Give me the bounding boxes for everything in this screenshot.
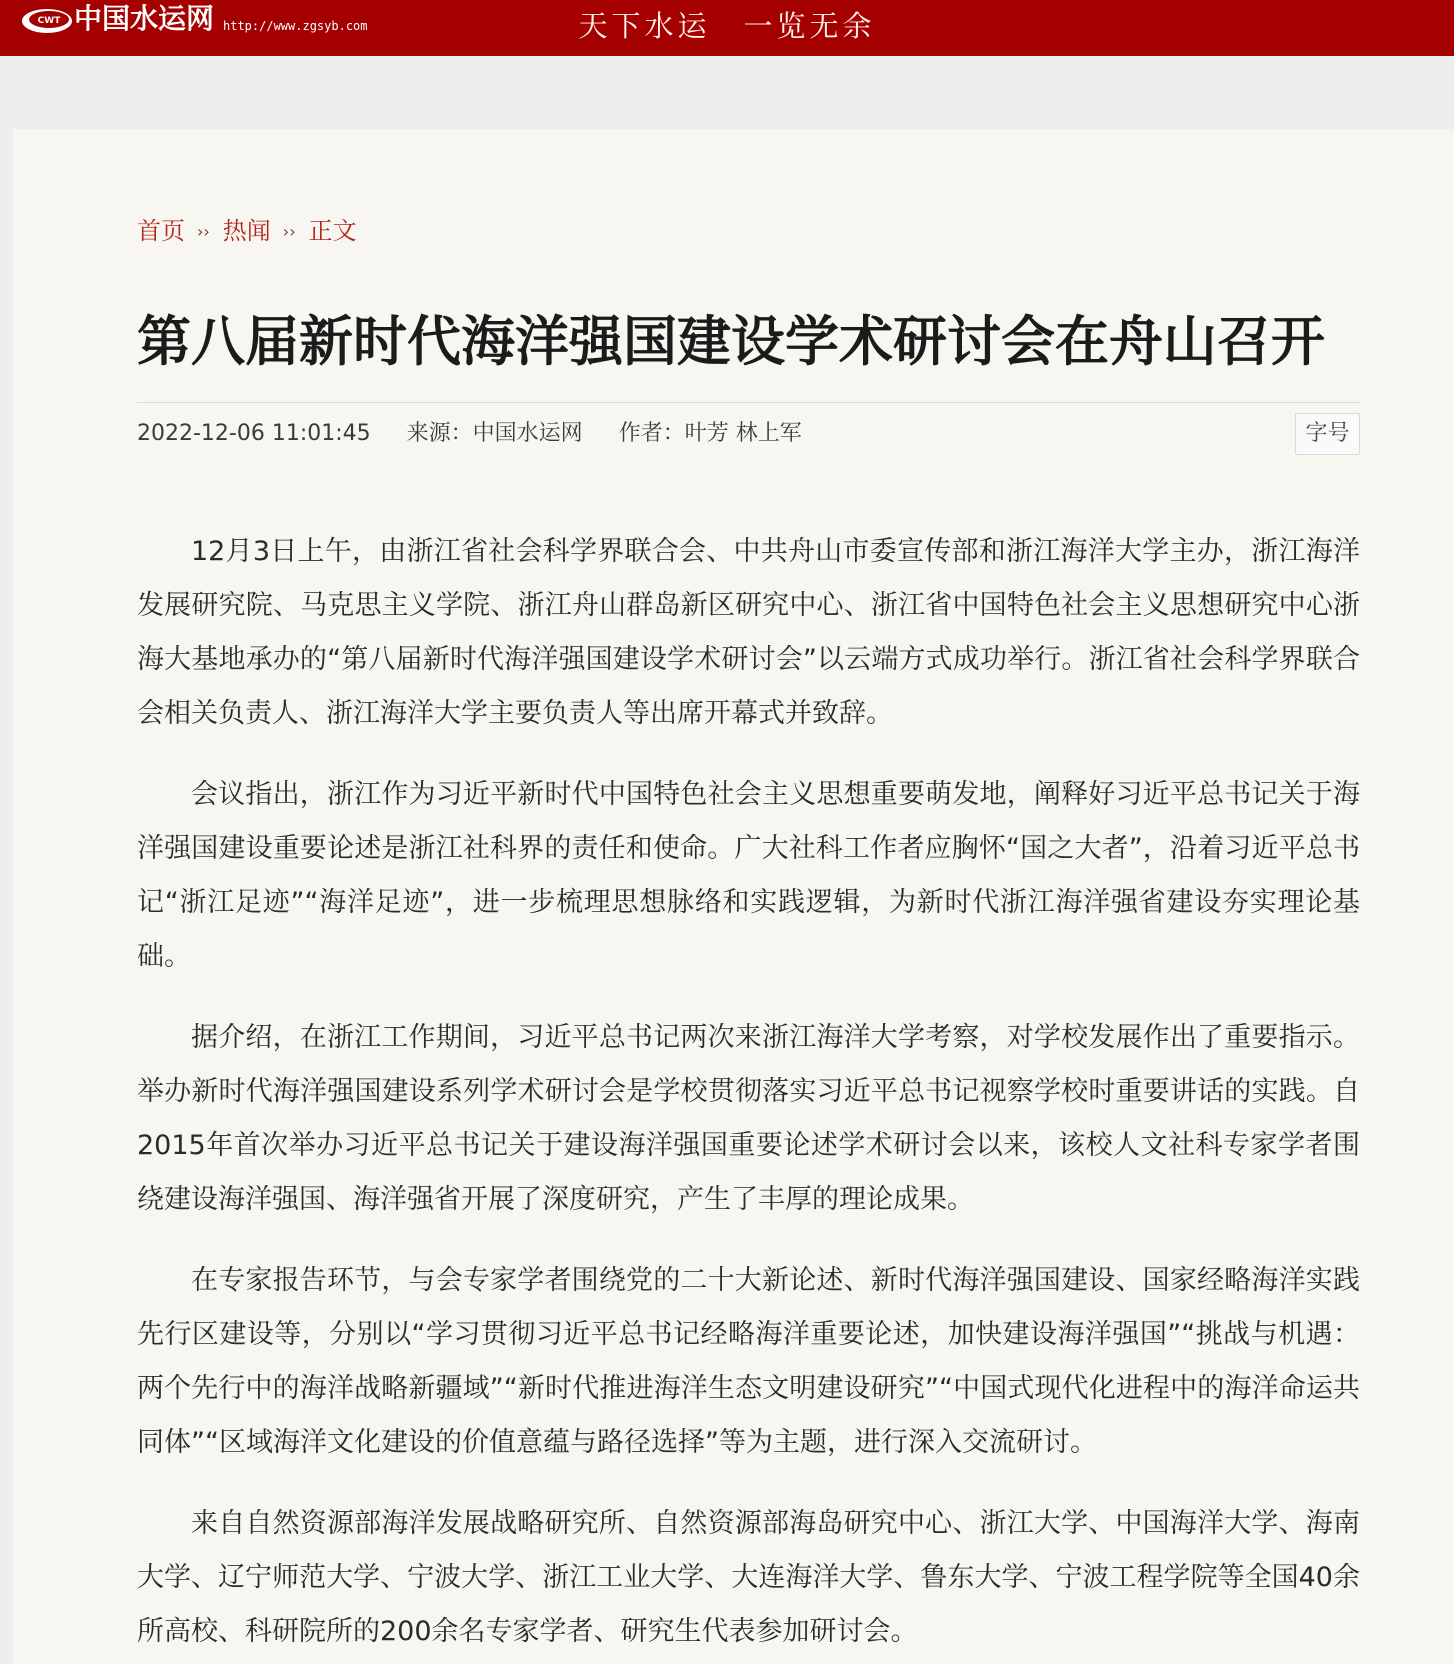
breadcrumb-separator: ›› — [197, 222, 210, 241]
breadcrumb — [137, 213, 1360, 249]
breadcrumb-hot-news-link[interactable]: 热闻 — [222, 217, 271, 245]
logo-icon — [21, 6, 73, 36]
article-paragraph: 会议指出，浙江作为习近平新时代中国特色社会主义思想重要萌发地，阐释好习近平总书记关于海洋强国建设重要论述是浙江社科界的责任和使命。广大社科工作者应胸怀“国之大者”，沿着习近平总书记“浙江足迹”“海洋足迹”，进一步梳理思想脉络和实践逻辑，为新时代浙江海洋强省建设夯实理论基础。 — [137, 779, 1360, 972]
breadcrumb-home-link[interactable]: 首页 — [137, 217, 185, 245]
font-size-button[interactable]: 字号 — [1295, 413, 1360, 455]
article-meta — [137, 402, 1360, 455]
article-title: 第八届新时代海洋强国建设学术研讨会在舟山召开 — [137, 310, 1325, 373]
publish-datetime: 2022-12-06 11:01:45 — [137, 421, 371, 446]
breadcrumb-separator: ›› — [282, 222, 296, 241]
source-label: 来源： — [406, 421, 473, 446]
author-label: 作者： — [618, 421, 685, 446]
author-names: 叶芳 林上军 — [684, 421, 802, 446]
article-paragraph: 12月3日上午，由浙江省社会科学界联合会、中共舟山市委宣传部和浙江海洋大学主办，浙江海洋发展研究院、马克思主义学院、浙江舟山群岛新区研究中心、浙江省中国特色社会主义思想研究中心浙海大基地承办的“第八届新时代海洋强国建设学术研讨会”以云端方式成功举行。浙江省社会科学界联合会相关负责人、浙江海洋大学主要负责人等出席开幕式并致辞。 — [137, 536, 1360, 729]
article-author — [619, 421, 802, 446]
breadcrumb-current-article-link[interactable]: 正文 — [308, 217, 357, 245]
site-header — [0, 0, 1454, 56]
article-meta-info — [137, 413, 838, 455]
source-name: 中国水运网 — [472, 421, 583, 446]
site-url: http://www.zgsyb.com — [223, 19, 368, 33]
article-paragraph: 来自自然资源部海洋发展战略研究所、自然资源部海岛研究中心、浙江大学、中国海洋大学、海南大学、辽宁师范大学、宁波大学、浙江工业大学、大连海洋大学、鲁东大学、宁波工程学院等全国40余所高校、科研院所的200余名专家学者、研究生代表参加研讨会。 — [137, 1508, 1360, 1647]
logo-mark-text: CWT — [37, 16, 61, 26]
article-source — [407, 421, 583, 446]
site-name: 中国水运网 — [74, 2, 215, 35]
article-container — [13, 129, 1454, 1664]
article-body — [137, 525, 1360, 1659]
article-paragraph: 据介绍，在浙江工作期间，习近平总书记两次来浙江海洋大学考察，对学校发展作出了重要指示。举办新时代海洋强国建设系列学术研讨会是学校贯彻落实习近平总书记视察学校时重要讲话的实践。自2015年首次举办习近平总书记关于建设海洋强国重要论述学术研讨会以来，该校人文社科专家学者围绕建设海洋强国、海洋强省开展了深度研究，产生了丰厚的理论成果。 — [137, 1022, 1360, 1215]
article-paragraph: 在专家报告环节，与会专家学者围绕党的二十大新论述、新时代海洋强国建设、国家经略海洋实践先行区建设等，分别以“学习贯彻习近平总书记经略海洋重要论述，加快建设海洋强国”“挑战与机遇：两个先行中的海洋战略新疆域”“新时代推进海洋生态文明建设研究”“中国式现代化进程中的海洋命运共同体”“区域海洋文化建设的价值意蕴与路径选择”等为主题，进行深入交流研讨。 — [137, 1265, 1360, 1458]
site-logo-link[interactable] — [0, 0, 380, 56]
site-slogan: 天下水运 一览无余 — [578, 9, 876, 43]
